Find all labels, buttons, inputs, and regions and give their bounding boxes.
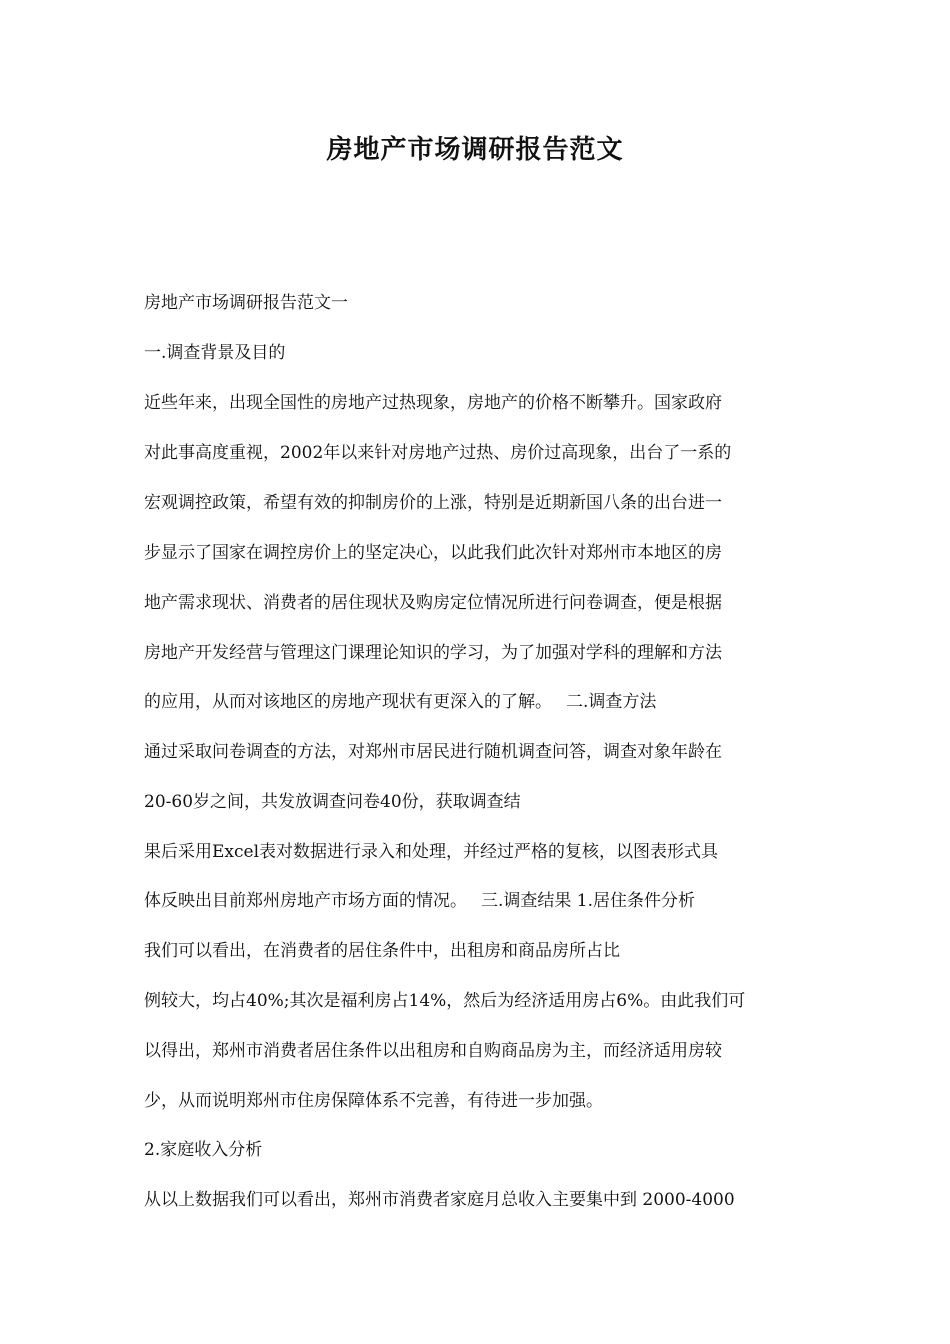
paragraph-text: 的应用，从而对该地区的房地产现状有更深入的了解。 [144,692,552,712]
paragraph-line: 以得出，郑州市消费者居住条件以出租房和自购商品房为主，而经济适用房较 [144,1041,722,1061]
section-heading: 二.调查方法 [566,692,657,712]
paragraph-line: 例较大，均占40%;其次是福利房占14%，然后为经济适用房占6%。由此我们可 [144,991,746,1011]
paragraph-line: 通过采取问卷调查的方法，对郑州市居民进行随机调查问答，调查对象年龄在 [144,742,722,762]
section-heading: 2.家庭收入分析 [144,1140,263,1160]
section-heading: 三.调查结果 1.居住条件分析 [481,891,696,911]
paragraph-line-with-heading [144,688,814,716]
paragraph-line: 从以上数据我们可以看出，郑州市消费者家庭月总收入主要集中到 2000-4000 [144,1190,735,1210]
paragraph-line: 对此事高度重视，2002年以来针对房地产过热、房价过高现象，出台了一系的 [144,443,732,463]
paragraph-line: 少，从而说明郑州市住房保障体系不完善，有待进一步加强。 [144,1091,603,1111]
paragraph-line: 我们可以看出，在消费者的居住条件中，出租房和商品房所占比 [144,941,620,961]
paragraph-line-with-heading [144,887,814,915]
section-heading: 一.调查背景及目的 [144,343,286,363]
paragraph-line: 步显示了国家在调控房价上的坚定决心，以此我们此次针对郑州市本地区的房 [144,543,722,563]
paragraph-text: 体反映出目前郑州房地产市场方面的情况。 [144,891,467,911]
document-title: 房地产市场调研报告范文 [326,135,624,165]
paragraph-line: 20-60岁之间，共发放调查问卷40份，获取调查结 [144,792,521,812]
paragraph-line: 宏观调控政策，希望有效的抑制房价的上涨，特别是近期新国八条的出台进一 [144,493,722,513]
paragraph-line: 果后采用Excel表对数据进行录入和处理，并经过严格的复核，以图表形式具 [144,842,719,862]
paragraph-line: 近些年来，出现全国性的房地产过热现象，房地产的价格不断攀升。国家政府 [144,393,722,413]
subtitle-line: 房地产市场调研报告范文一 [144,293,348,313]
paragraph-line: 地产需求现状、消费者的居住现状及购房定位情况所进行问卷调查，便是根据 [144,593,722,613]
paragraph-line: 房地产开发经营与管理这门课理论知识的学习，为了加强对学科的理解和方法 [144,643,722,663]
